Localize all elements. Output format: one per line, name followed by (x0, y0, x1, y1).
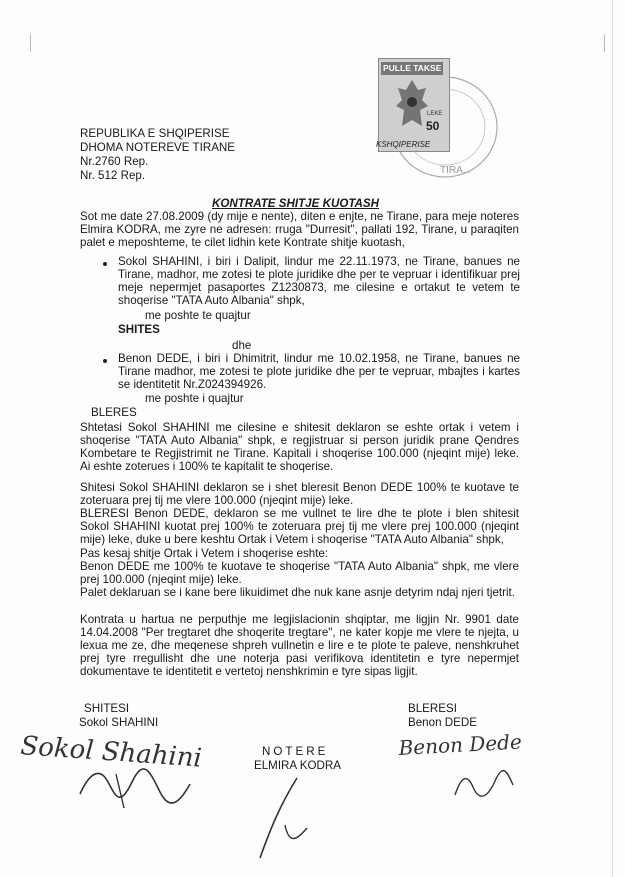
revenue-stamp-currency: LEKE (427, 111, 443, 117)
revenue-stamp-country: KSHQIPERISE (376, 140, 431, 149)
signature-notary-name: ELMIRA KODRA (254, 759, 341, 772)
paragraph-buyer-declares: BLERESI Benon DEDE, deklaron se me vullnet te lire dhe te plote i blen shitesit Sokol SHAHINI kuotat prej 100% te zoteruara prej tij me vlere prej 100.000 (njeqint mije) leke, duke u bere keshtu Ortak i Vetem i shoqerise "TATA Auto Albania" shpk, (80, 507, 519, 547)
signature-buyer-name: Benon DEDE (408, 716, 477, 729)
signature-seller-role: SHITESI (84, 702, 130, 715)
signature-notary-role: NOTERE (262, 745, 329, 758)
bullet-seller (103, 262, 107, 266)
buyer-details: Benon DEDE, i biri i Dhimitrit, lindur me 10.02.1958, ne Tirane, banues ne Tirane madhor, me zotesi te plote juridike dhe per te vepruar, mbajtes i kartes se identitetit Nr.Z024394926. (118, 352, 520, 392)
svg-text:TIRA...: TIRA... (440, 165, 472, 176)
paragraph-closing: Kontrata u hartua ne perputhje me legjislacionin shqiptar, me ligjin Nr. 9901 date 14.04.2008 "Per tregtaret dhe shoqerite tregtare", ne kater kopje me vlere te njejta, u lexua me ze, dhe meqenese shpreh vullnetin e lire e te plote te paleve, nenshkruhet prej tyre rregullisht dhe une noterja pasi verifikova identitetin e tyre nepermjet dokumentave te identitetit e vertetoj nenshkrimin e tyre sipas ligjit. (80, 613, 519, 679)
header-nr-1: Nr.2760 Rep. (80, 155, 149, 168)
seller-called: me poshte te quajtur (145, 309, 251, 322)
notary-signature (255, 770, 335, 860)
revenue-stamp-label: PULLE TAKSE (383, 63, 442, 73)
header-republic: REPUBLIKA E SHQIPERISE (80, 127, 230, 140)
scan-mark-edge (612, 0, 613, 877)
signature-seller-name: Sokol SHAHINI (79, 716, 159, 729)
revenue-stamp-value: 50 (426, 119, 440, 133)
paragraph-seller-declares: Shtetasi Sokol SHAHINI me cilesine e shitesit deklaron se eshte ortak i vetem i shoqerise "TATA Auto Albania" shpk, e regjistruar si person juridik prane Qendres Kombetare te Regjistrimit ne Tirane. Kapitali i shoqerise 100.000 (njeqint mije) leke. Ai eshte zoterues i 100% te kapitalit te shoqerise. (80, 421, 519, 474)
and-word: dhe (232, 339, 252, 352)
scan-mark-right (604, 34, 605, 52)
intro-paragraph: Sot me date 27.08.2009 (dy mije e nente), diten e enjte, ne Tirane, para meje noteres Elmira KODRA, me zyre ne adresen: rruga "Durresit", pallati 192, Tirane, u paraqiten palet e meposhteme, te cilet lidhin kete Kontrate shitje kuotash, (80, 210, 519, 250)
paragraph-after-sale: Pas kesaj shitje Ortak i Vetem i shoqerise eshte: (80, 547, 329, 560)
svg-text:Benon Dede: Benon Dede (398, 729, 523, 760)
buyer-signature (395, 725, 575, 805)
paragraph-liquidated: Palet deklaruan se i kane bere likuidimet dhe nuk kane asnje detyrim ndaj njeri tjetrit. (80, 586, 516, 599)
seller-role: SHITES (118, 323, 160, 336)
bullet-buyer (103, 359, 107, 363)
signature-buyer-role: BLERESI (408, 702, 457, 715)
header-nr-2: Nr. 512 Rep. (80, 169, 146, 182)
svg-text:Sokol Shahini: Sokol Shahini (19, 731, 203, 774)
paragraph-sells: Shitesi Sokol SHAHINI deklaron se i shet bleresit Benon DEDE 100% te kuotave te zoteruara prej tij me vlere 100.000 (njeqint mije) leke. (80, 481, 519, 508)
seller-details: Sokol SHAHINI, i biri i Dalipit, lindur me 22.11.1973, ne Tirane, banues ne Tirane, madhor, me zotesi te plote juridike dhe per te vepruar i identifikuar prej meje nepermjet pasaportes Z1230873, me cilesine e ortakut te vetem te shoqerise "TATA Auto Albania" shpk, (118, 255, 520, 308)
header-chamber: DHOMA NOTEREVE TIRANE (80, 141, 236, 154)
paragraph-new-owner: Benon DEDE me 100% te kuotave te shoqerise "TATA Auto Albania" shpk, me vlere prej 100.000 (njeqint mije) leke. (80, 560, 519, 587)
buyer-called: me poshte i quajtur (145, 392, 244, 405)
scan-mark-left (30, 34, 31, 52)
buyer-role: BLERES (91, 406, 137, 419)
document-title: KONTRATE SHITJE KUOTASH (212, 197, 380, 210)
seller-signature (20, 722, 220, 812)
